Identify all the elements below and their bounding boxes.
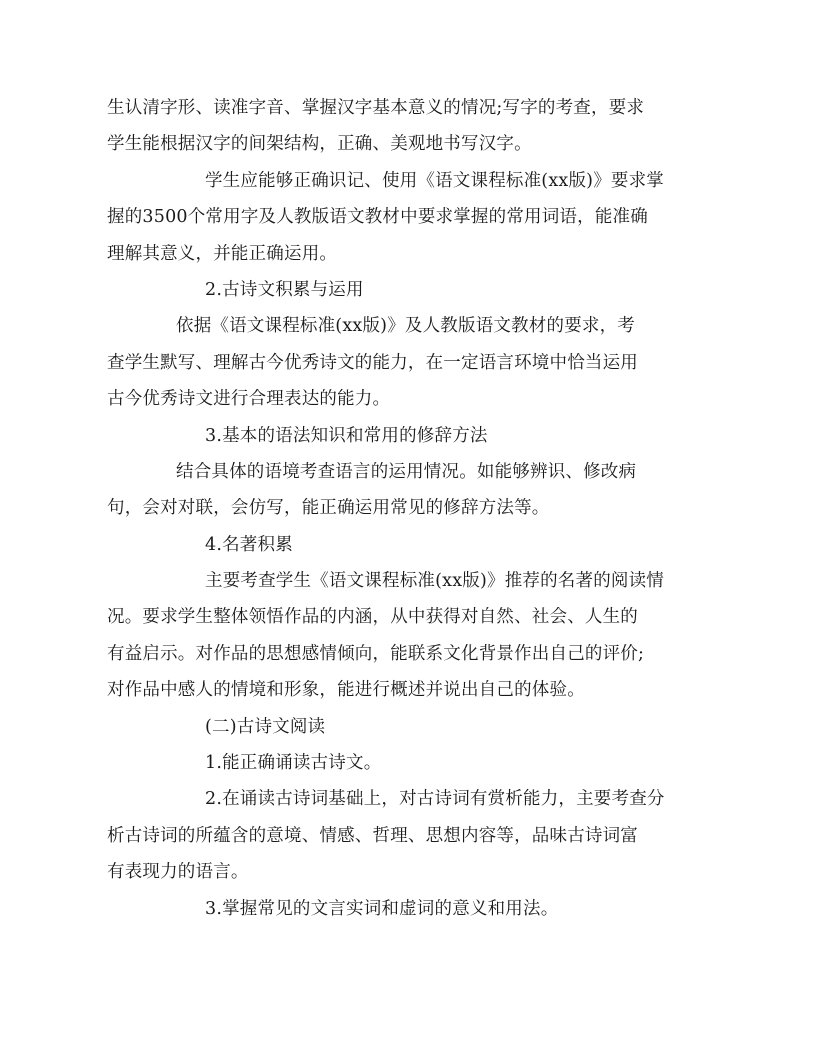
text-line: 古今优秀诗文进行合理表达的能力。 [107, 389, 391, 410]
section-heading: 3.基本的语法知识和常用的修辞方法 [205, 425, 488, 446]
paragraph-start: 结合具体的语境考查语言的运用情况。如能够辨识、修改病 [176, 461, 637, 482]
text-line: 有益启示。对作品的思想感情倾向，能联系文化背景作出自己的评价; [107, 643, 645, 664]
text-line: 析古诗词的所蕴含的意境、情感、哲理、思想内容等，品味古诗词富 [107, 825, 638, 846]
text-line: 生认清字形、读准字音、掌握汉字基本意义的情况;写字的考查，要求 [107, 98, 645, 118]
list-item: 3.掌握常见的文言实词和虚词的意义和用法。 [205, 898, 559, 919]
section-heading: 2.古诗文积累与运用 [205, 279, 364, 300]
text-line: 对作品中感人的情境和形象，能进行概述并说出自己的体验。 [107, 680, 585, 701]
text-line: 理解其意义，并能正确运用。 [107, 243, 338, 264]
text-line: 学生能根据汉字的间架结构，正确、美观地书写汉字。 [107, 134, 532, 155]
list-item: 2.在诵读古诗词基础上，对古诗词有赏析能力，主要考查分 [205, 789, 665, 810]
section-heading: 4.名著积累 [205, 534, 293, 555]
text-line: 握的3500个常用字及人教版语文教材中要求掌握的常用词语，能准确 [107, 207, 648, 228]
text-line: 查学生默写、理解古今优秀诗文的能力，在一定语言环境中恰当运用 [107, 352, 638, 373]
section-heading: (二)古诗文阅读 [205, 716, 326, 737]
list-item: 1.能正确诵读古诗文。 [205, 753, 382, 774]
paragraph-start: 学生应能够正确识记、使用《语文课程标准(xx版)》要求掌 [205, 170, 664, 191]
text-line: 句，会对对联，会仿写，能正确运用常见的修辞方法等。 [107, 498, 550, 519]
text-line: 有表现力的语言。 [107, 862, 249, 883]
text-line: 况。要求学生整体领悟作品的内涵，从中获得对自然、社会、人生的 [107, 607, 638, 628]
document-body [107, 90, 699, 927]
paragraph-start: 依据《语文课程标准(xx版)》及人教版语文教材的要求，考 [176, 316, 635, 337]
paragraph-start: 主要考查学生《语文课程标准(xx版)》推荐的名著的阅读情 [205, 571, 664, 592]
